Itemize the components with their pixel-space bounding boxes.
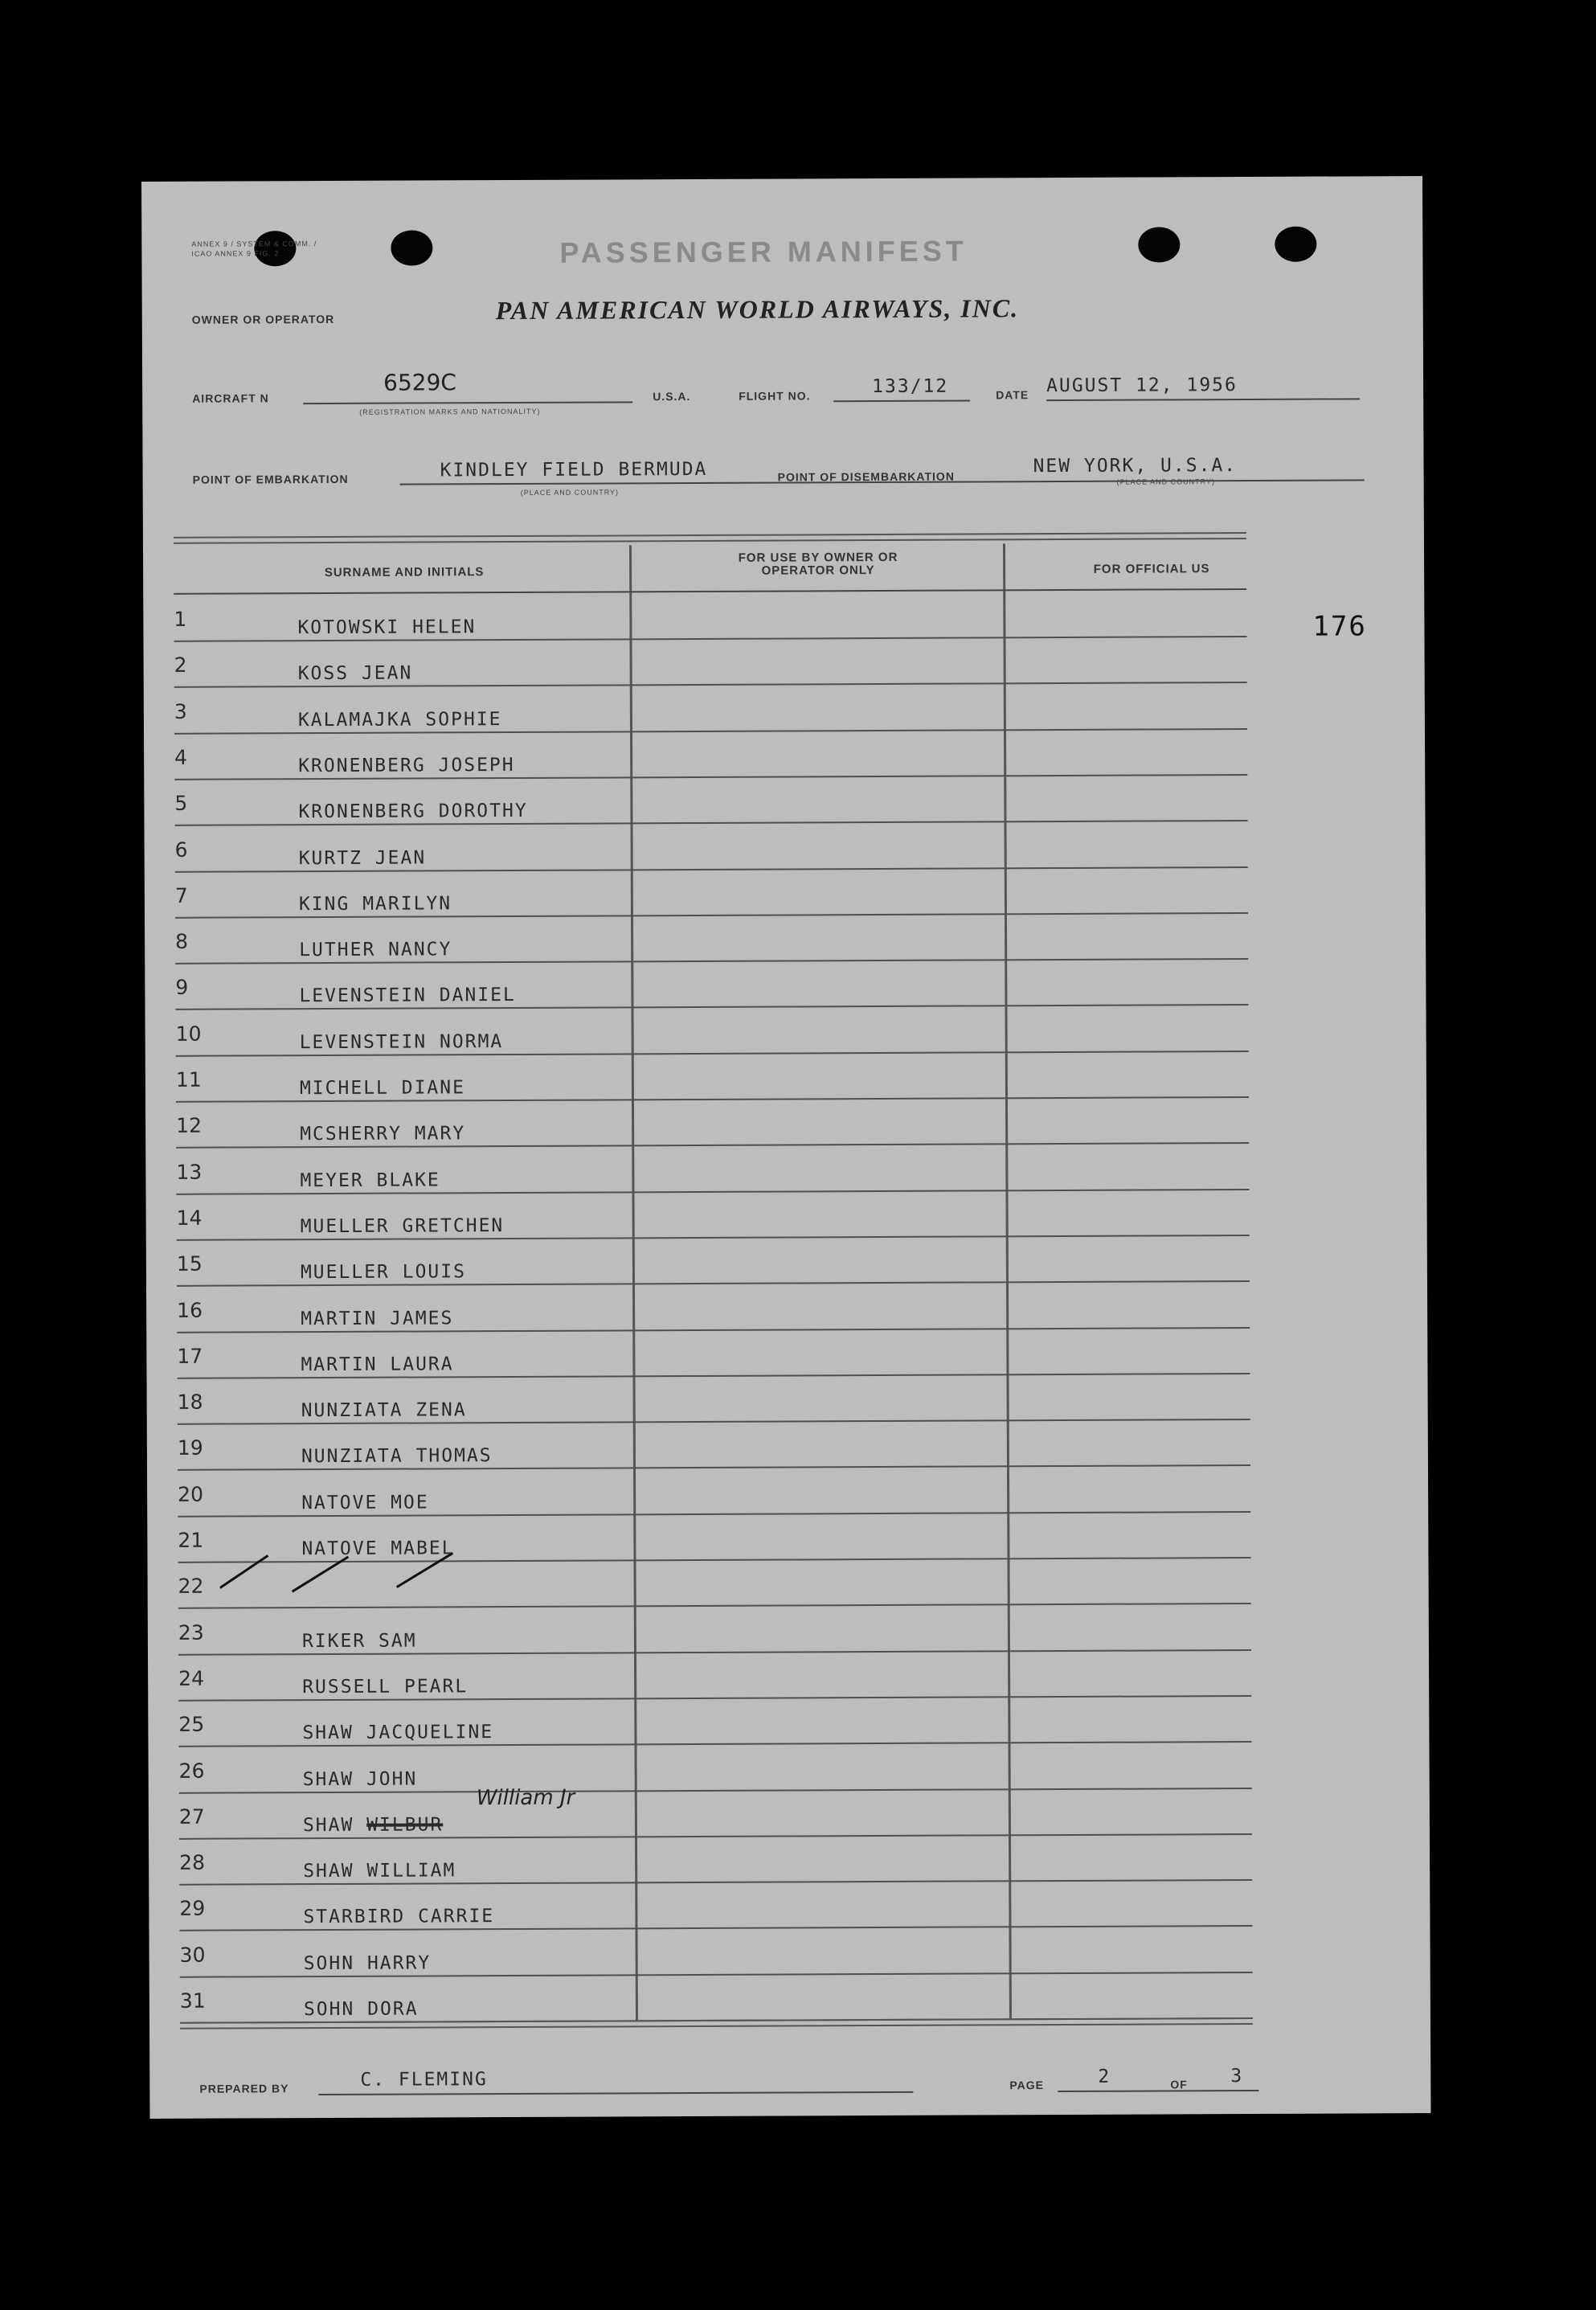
table-row [174,590,1246,642]
table-row [177,1327,1250,1379]
row-number: 22 [178,1574,204,1599]
manifest-title: PASSENGER MANIFEST [559,234,968,269]
table-row [175,912,1248,965]
table-row [175,958,1248,1010]
table-row [175,1005,1248,1057]
place-note: (PLACE AND COUNTRY) [520,488,620,497]
table-row [178,1741,1251,1793]
disembark-label: POINT OF DISEMBARKATION [777,469,955,484]
row-number: 28 [179,1850,206,1874]
passenger-name: MCSHERRY MARY [300,1123,466,1145]
row-number: 24 [178,1666,205,1690]
table-row [176,1096,1249,1149]
aircraft-number: 6529C [383,369,456,396]
row-number: 15 [176,1251,203,1276]
row-number: 11 [175,1067,202,1092]
passenger-name: NUNZIATA THOMAS [301,1445,493,1468]
row-number: 27 [178,1804,205,1829]
date-label: DATE [996,388,1029,402]
row-number: 1 [174,607,187,631]
form-code: ANNEX 9 / SYSTEM & COMM. / ICAO ANNEX 9 FIG. 2 [191,240,317,258]
punch-hole [391,230,432,265]
table-row [180,1972,1253,2024]
table-row [174,821,1247,873]
row22-strike-marks [219,1546,477,1595]
table-row [174,774,1247,826]
row-number: 23 [178,1620,204,1644]
row-number: 17 [177,1344,203,1368]
date-value: AUGUST 12, 1956 [1046,375,1238,397]
passenger-name: SOHN HARRY [303,1952,432,1974]
row-number: 6 [174,838,188,862]
passenger-name: MUELLER LOUIS [300,1261,466,1284]
punch-hole [1275,227,1316,262]
passenger-name: MICHELL DIANE [299,1077,465,1100]
aircraft-underline [303,401,632,404]
passenger-name: SHAW WILLIAM [303,1860,456,1882]
table-row [178,1649,1251,1702]
passenger-name: STARBIRD CARRIE [303,1906,495,1928]
usa-label: U.S.A. [653,390,691,403]
passenger-name: KURTZ JEAN [298,846,427,869]
page-total: 3 [1230,2066,1244,2087]
row-number: 3 [174,699,187,723]
manifest-page [141,176,1431,2119]
table-row [177,1373,1250,1425]
row-number: 21 [178,1528,204,1552]
passenger-name: LEVENSTEIN NORMA [299,1030,504,1053]
row-number: 30 [179,1943,206,1967]
flight-number: 133/12 [872,375,949,398]
owner-label: OWNER OR OPERATOR [191,312,335,326]
table-row [178,1785,1252,1840]
passenger-name: KOTOWSKI HELEN [297,616,477,639]
row-number: 25 [178,1712,205,1737]
passenger-name: LUTHER NANCY [299,939,452,961]
passenger-name: NATOVE MOE [301,1492,429,1513]
owner-name: PAN AMERICAN WORLD AIRWAYS, INC. [495,293,1020,326]
official-use-header: FOR OFFICIAL US [1093,562,1210,576]
table-row [177,1280,1250,1333]
page-label: PAGE [1009,2079,1045,2092]
row-number: 26 [178,1759,205,1783]
passenger-name: KRONENBERG JOSEPH [298,754,515,777]
table-row [174,636,1246,688]
page-stamp-number: 176 [1312,610,1367,643]
passenger-name: NUNZIATA ZENA [301,1399,467,1422]
owner-use-header: FOR USE BY OWNER OR OPERATOR ONLY [738,550,898,578]
disembarkation: NEW YORK, U.S.A. [1033,455,1238,477]
aircraft-note: (REGISTRATION MARKS AND NATIONALITY) [359,407,541,416]
page-underline [1058,2090,1258,2092]
table-row [179,1926,1252,1978]
row27-handwritten: William Jr [476,1785,575,1811]
table-row [175,866,1248,919]
row-number: 31 [179,1988,206,2013]
table-row [178,1603,1251,1656]
row-number: 20 [178,1482,204,1506]
page-of-label: OF [1170,2078,1188,2091]
row-number: 8 [175,929,189,953]
row-number: 19 [177,1436,203,1460]
prepared-label: PREPARED BY [199,2082,289,2095]
table-row [176,1189,1249,1241]
passenger-name: RUSSELL PEARL [302,1676,469,1698]
table-row [179,1833,1252,1886]
passenger-name: KALAMAJKA SOPHIE [297,708,502,731]
passenger-name: NATOVE MABEL [301,1538,455,1560]
row-number: 2 [174,653,187,678]
place-note: (PLACE AND COUNTRY) [1116,477,1216,486]
table-row [176,1051,1249,1103]
surname-header: SURNAME AND INITIALS [324,565,485,580]
prepared-by: C. FLEMING [360,2069,488,2091]
date-underline [1046,398,1360,401]
punch-hole [1138,227,1180,262]
passenger-name: KING MARILYN [298,893,452,915]
passenger-name: KRONENBERG DOROTHY [298,801,528,823]
row-number: 18 [177,1390,203,1414]
aircraft-label: AIRCRAFT N [192,391,269,405]
row-number: 13 [176,1160,203,1184]
table-row [176,1143,1249,1195]
row-number: 16 [177,1298,203,1322]
passenger-name: MARTIN LAURA [301,1354,454,1375]
flight-underline [833,400,970,403]
passenger-name: MARTIN JAMES [301,1307,454,1329]
embark-label: POINT OF EMBARKATION [192,472,349,486]
row-number: 7 [174,883,188,907]
row-number: 12 [176,1113,203,1138]
table-row [174,728,1247,780]
table-row [178,1695,1251,1747]
embarkation: KINDLEY FIELD BERMUDA [440,458,708,481]
passenger-name: SOHN DORA [303,1998,419,2021]
row-number: 9 [175,976,189,1000]
passenger-name: SHAW WILBUR [302,1814,444,1836]
table-row [178,1419,1250,1471]
row-number: 4 [174,745,188,769]
table-row [174,682,1247,735]
row-number: 10 [175,1022,202,1046]
table-top-rule [174,532,1246,544]
table-row [178,1465,1250,1517]
row-number: 29 [179,1897,206,1921]
passenger-name: KOSS JEAN [297,662,413,685]
page-current: 2 [1098,2066,1111,2087]
passenger-name: LEVENSTEIN DANIEL [299,985,516,1007]
prepared-underline [318,2091,913,2095]
row-number: 5 [174,791,188,816]
table-row [179,1879,1252,1931]
flight-label: FLIGHT NO. [739,389,811,403]
passenger-name: SHAW JACQUELINE [302,1722,494,1744]
table-row [177,1235,1250,1287]
passenger-name: RIKER SAM [301,1630,417,1652]
passenger-name: SHAW JOHN [302,1768,418,1790]
passenger-name: MEYER BLAKE [300,1169,440,1191]
row-number: 14 [176,1206,203,1230]
passenger-name: MUELLER GRETCHEN [300,1214,505,1238]
